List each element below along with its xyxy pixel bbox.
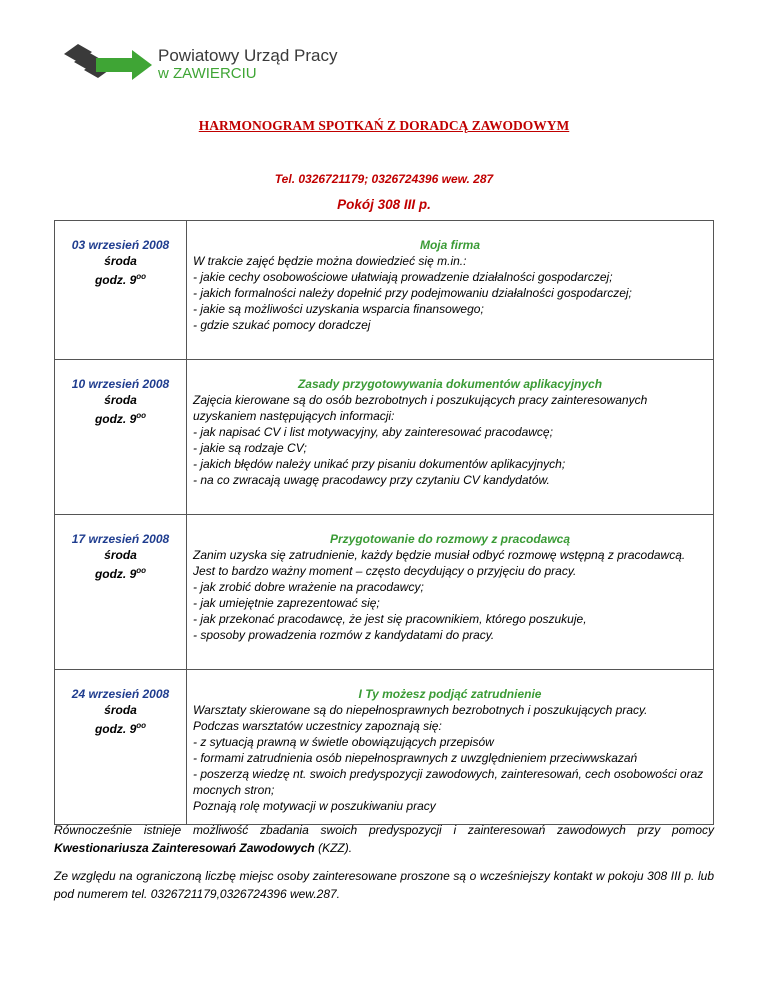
session-day: środa	[104, 393, 137, 407]
session-time-sup: oo	[136, 272, 147, 281]
session-topic: I Ty możesz podjąć zatrudnienie	[358, 687, 542, 701]
session-description-cell	[187, 360, 714, 515]
schedule-row	[55, 360, 714, 515]
session-day: środa	[104, 703, 137, 717]
session-line: - na co zwracają uwagę pracodawcy przy czytaniu CV kandydatów.	[193, 473, 550, 487]
page-title: HARMONOGRAM SPOTKAŃ Z DORADCĄ ZAWODOWYM	[198, 118, 570, 133]
session-line: W trakcie zajęć będzie można dowiedzieć się m.in.:	[193, 254, 467, 268]
logo-mark-icon	[62, 40, 154, 86]
session-time-sup: oo	[136, 721, 147, 730]
footer-paragraph-contact: Ze względu na ograniczoną liczbę miejsc osoby zainteresowane proszone są o wcześniejszy kontakt w pokoju 308 III p. lub pod numerem tel. 0326721179,0326724396 wew.287.	[54, 869, 714, 901]
session-date: 17 wrzesień 2008	[71, 532, 170, 546]
session-line: - sposoby prowadzenia rozmów z kandydatami do pracy.	[193, 628, 495, 642]
session-date: 24 wrzesień 2008	[71, 687, 170, 701]
session-time-sup: oo	[136, 411, 147, 420]
session-line: - z sytuacją prawną w świetle obowiązujących przepisów	[193, 735, 494, 749]
session-topic: Zasady przygotowywania dokumentów aplikacyjnych	[297, 377, 603, 391]
session-line: Zajęcia kierowane są do osób bezrobotnych i poszukujących pracy zainteresowanych uzyskaniem następujących informacji:	[193, 393, 648, 423]
footer-paragraph-kzz	[54, 821, 714, 857]
logo	[62, 40, 362, 90]
session-day: środa	[104, 254, 137, 268]
schedule-row	[55, 515, 714, 670]
session-date: 10 wrzesień 2008	[71, 377, 170, 391]
room-info: Pokój 308 III p.	[337, 197, 431, 212]
session-description-cell	[187, 670, 714, 825]
schedule-table	[54, 220, 714, 825]
session-line: - poszerzą wiedzę nt. swoich predyspozycji zawodowych, zainteresowań, cech osobowości oraz mocnych stron;	[193, 767, 704, 797]
session-time-label: godz. 9	[94, 412, 137, 426]
session-line: - jak napisać CV i list motywacyjny, aby zainteresować pracodawcę;	[193, 425, 553, 439]
session-time-label: godz. 9	[94, 722, 137, 736]
logo-title: Powiatowy Urząd Pracy	[158, 46, 338, 65]
session-line: - jakie cechy osobowościowe ułatwiają prowadzenie działalności gospodarczej;	[193, 270, 613, 284]
footer-text-end: (KZZ).	[314, 841, 353, 855]
session-topic: Przygotowanie do rozmowy z pracodawcą	[329, 532, 571, 546]
session-line: - jak zrobić dobre wrażenie na pracodawcy;	[193, 580, 424, 594]
questionnaire-name: Kwestionariusza Zainteresowań Zawodowych	[54, 841, 315, 855]
footer-text: Równocześnie istnieje możliwość zbadania swoich predyspozycji i zainteresowań zawodowych przy pomocy	[54, 823, 714, 837]
session-time	[61, 718, 180, 737]
session-line: - formami zatrudnienia osób niepełnosprawnych z uwzględnieniem przeciwwskazań	[193, 751, 638, 765]
session-line: Poznają rolę motywacji w poszukiwaniu pracy	[193, 799, 436, 813]
session-line: - gdzie szukać pomocy doradczej	[193, 318, 371, 332]
session-line: Podczas warsztatów uczestnicy zapoznają się:	[193, 719, 442, 733]
session-description-cell	[187, 221, 714, 360]
session-date: 03 wrzesień 2008	[71, 238, 170, 252]
session-date-cell	[55, 670, 187, 825]
schedule-row	[55, 670, 714, 825]
session-time	[61, 269, 180, 288]
phone-info: Tel. 0326721179; 0326724396 wew. 287	[274, 172, 494, 186]
session-time	[61, 563, 180, 582]
session-topic: Moja firma	[419, 238, 480, 252]
session-date-cell	[55, 515, 187, 670]
session-day: środa	[104, 548, 137, 562]
session-line: Warsztaty skierowane są do niepełnosprawnych bezrobotnych i poszukujących pracy.	[193, 703, 648, 717]
session-time	[61, 408, 180, 427]
session-time-label: godz. 9	[94, 273, 137, 287]
session-line: - jak przekonać pracodawcę, że jest się pracownikiem, którego poszukuje,	[193, 612, 587, 626]
session-line: - jakie są rodzaje CV;	[193, 441, 307, 455]
logo-subtitle: w ZAWIERCIU	[158, 65, 257, 82]
session-time-label: godz. 9	[94, 567, 137, 581]
session-description-cell	[187, 515, 714, 670]
session-line: - jak umiejętnie zaprezentować się;	[193, 596, 380, 610]
session-date-cell	[55, 360, 187, 515]
session-time-sup: oo	[136, 566, 147, 575]
session-line: - jakich błędów należy unikać przy pisaniu dokumentów aplikacyjnych;	[193, 457, 566, 471]
schedule-row	[55, 221, 714, 360]
session-date-cell	[55, 221, 187, 360]
session-line: - jakich formalności należy dopełnić przy podejmowaniu działalności gospodarczej;	[193, 286, 632, 300]
session-line: Zanim uzyska się zatrudnienie, każdy będzie musiał odbyć rozmowę wstępną z pracodawcą. Jest to bardzo ważny moment – często decydujący o przyjęciu do pracy.	[193, 548, 686, 578]
session-line: - jakie są możliwości uzyskania wsparcia finansowego;	[193, 302, 484, 316]
